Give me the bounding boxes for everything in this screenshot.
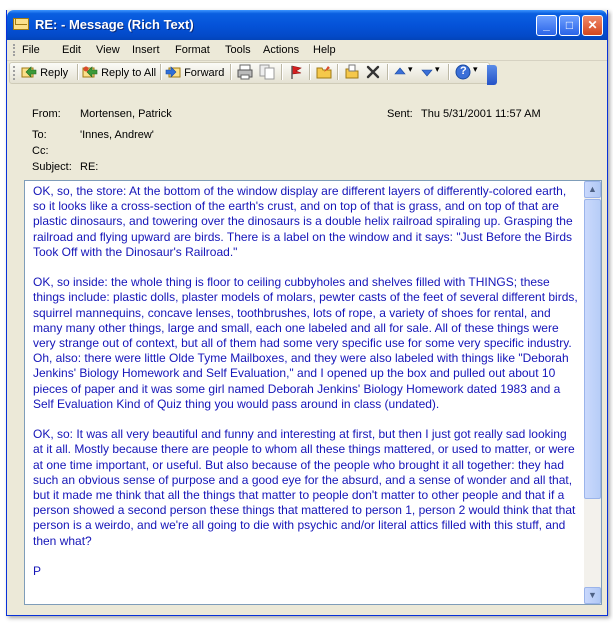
body-paragraph: OK, so, the store: At the bottom of the window display are different layers of differently-colored earth, so it looks like a cross-section of the earth's crust, and on top of that is grass, and on top of that are plastic dinosaurs, and towering over the dinosaurs is a double helix railroad spiraling up. Grasping the railroad and flying upward are birds. There is a label on the window and it says: "Just Before the Birds Took Off with the Dinosaur's Railroad." [33, 184, 573, 259]
to-label: To: [32, 129, 47, 141]
message-window [6, 10, 608, 616]
body-paragraph: OK, so inside: the whole thing is floor to ceiling cubbyholes and shelves filled with THINGS; these things include: plastic dolls, plaster models of molars, pewter casts of the feet of several different birds, squirrel mannequins, concave lenses, toothbrushes, lots of rope, a variety of shoes for rental, and many many other things, large and small, each one labeled and all for sale. All of these things were very strange out of context, but all of them had some very specific use for some very specific industry. [33, 275, 578, 351]
menu-grip[interactable] [13, 44, 18, 56]
scroll-thumb[interactable] [584, 199, 601, 499]
toolbar-separator [337, 64, 339, 80]
from-label: From: [32, 108, 61, 120]
reply-label: Reply [40, 67, 69, 79]
move-icon [344, 64, 360, 80]
close-button[interactable]: ✕ [582, 15, 603, 36]
menu-bar [7, 40, 607, 61]
toolbar-separator [281, 64, 283, 80]
toolbar-options-chevron[interactable] [487, 65, 497, 85]
print-button[interactable] [237, 64, 253, 83]
signature: P [33, 564, 42, 579]
folder-icon [316, 64, 332, 80]
window-title: RE: - Message (Rich Text) [35, 17, 194, 32]
body-paragraph: OK, so: It was all very beautiful and funny and interesting at first, but then I just got really sad looking at it all. Mostly because there are people to whom all these things mattered, or used to matter, or were at one time important, or useful. But also because of the people who brought it all together: they had such an obvious sense of purpose and a good eye for the absurd, and a sense of wonder and all that, but it made me think that all the things that matter to people don't matter to other people and that if a person showed a second person these things that mattered to person 1, person 2 would think that that person is a weirdo, and we're all going to die with psychic and/or literal attics filled with this stuff, and then what? [33, 427, 576, 548]
envelope-icon [13, 18, 29, 30]
message-body-text[interactable] [33, 184, 578, 594]
toolbar-separator [160, 64, 162, 80]
copy-icon [259, 64, 275, 80]
toolbar-separator [309, 64, 311, 80]
body-paragraph: Oh, also: there were little Olde Tyme Mailboxes, and they were also labeled with things like "Deborah Jenkins' Biology Homework and Self Evaluation," and I opened up the box and pulled out about 10 pieces of paper and it was some girl named Deborah Jenkins' Biology Homework dated 1983 and a Self Evaluation Kind of Quiz thing you would pass around in class (undated). [33, 351, 569, 411]
toolbar-separator [230, 64, 232, 80]
next-item-dropdown[interactable]: ▾ [435, 64, 440, 74]
reply-all-icon [82, 65, 98, 79]
next-item-button[interactable] [421, 64, 433, 83]
message-header [7, 86, 607, 174]
title-bar[interactable] [7, 10, 607, 40]
sent-label: Sent: [387, 108, 413, 120]
reply-icon [21, 65, 37, 79]
delete-button[interactable] [365, 64, 381, 83]
subject-value: RE: [80, 161, 99, 173]
menu-format[interactable]: Format [175, 44, 210, 56]
cc-label: Cc: [32, 145, 49, 157]
message-body[interactable] [24, 180, 602, 605]
flag-button[interactable] [288, 64, 304, 83]
help-button[interactable] [455, 64, 471, 83]
toolbar-separator [387, 64, 389, 80]
vertical-scrollbar[interactable] [584, 181, 601, 604]
help-dropdown[interactable]: ▾ [473, 64, 478, 74]
standard-toolbar [7, 61, 607, 85]
to-value[interactable]: 'Innes, Andrew' [80, 129, 154, 141]
move-button[interactable] [344, 64, 360, 83]
maximize-button[interactable]: □ [559, 15, 580, 36]
reply-button[interactable] [21, 65, 68, 79]
delete-x-icon [365, 64, 381, 80]
flag-icon [288, 64, 304, 80]
reply-all-button[interactable] [82, 65, 156, 79]
menu-file[interactable]: File [22, 44, 40, 56]
printer-icon [237, 64, 253, 80]
forward-label: Forward [184, 67, 225, 79]
forward-button[interactable] [165, 65, 224, 79]
reply-all-label: Reply to All [101, 67, 157, 79]
up-arrow-icon [394, 64, 406, 80]
scroll-up-button[interactable]: ▲ [584, 181, 601, 198]
menu-actions[interactable]: Actions [263, 44, 300, 56]
menu-insert[interactable]: Insert [132, 44, 160, 56]
menu-edit[interactable]: Edit [62, 44, 81, 56]
forward-icon [165, 65, 181, 79]
subject-label: Subject: [32, 161, 72, 173]
down-arrow-icon [421, 64, 433, 80]
scroll-down-button[interactable]: ▼ [584, 587, 601, 604]
toolbar-separator [77, 64, 79, 80]
menu-tools[interactable]: Tools [225, 44, 251, 56]
sent-value: Thu 5/31/2001 11:57 AM [421, 108, 541, 120]
previous-item-button[interactable] [394, 64, 406, 83]
minimize-button[interactable]: _ [536, 15, 557, 36]
copy-button[interactable] [259, 64, 275, 83]
toolbar-grip[interactable] [13, 66, 18, 80]
previous-item-dropdown[interactable]: ▾ [408, 64, 413, 74]
move-to-folder-button[interactable] [316, 64, 332, 83]
from-value[interactable]: Mortensen, Patrick [80, 108, 172, 120]
menu-help[interactable]: Help [313, 44, 336, 56]
toolbar-separator [448, 64, 450, 80]
menu-view[interactable]: View [96, 44, 120, 56]
help-glyph: ? [460, 65, 467, 77]
